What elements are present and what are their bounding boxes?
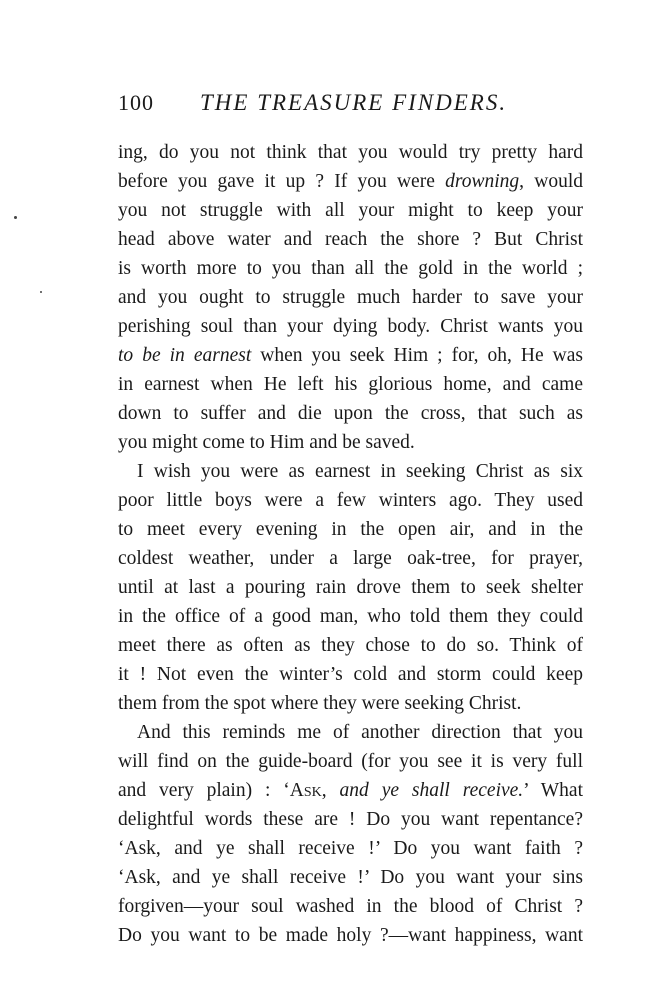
text-line: forgiven—your soul washed in the blood of Christ ? bbox=[118, 896, 583, 917]
text-line: to be in earnest when you seek Him ; for, oh, He was bbox=[118, 345, 583, 366]
text-line: meet there as often as they chose to do so. Think of bbox=[118, 635, 583, 656]
text-line: perishing soul than your dying body. Christ wants you bbox=[118, 316, 583, 337]
ink-speck bbox=[14, 216, 17, 219]
text-line: ‘Ask, and ye shall receive !’ Do you want faith ? bbox=[118, 838, 583, 859]
text-line: to meet every evening in the open air, and in the bbox=[118, 519, 583, 540]
text-line: and very plain) : ‘Ask, and ye shall receive.’ What bbox=[118, 780, 583, 801]
text-line: coldest weather, under a large oak-tree, for prayer, bbox=[118, 548, 583, 569]
text-line: them from the spot where they were seeking Christ. bbox=[118, 693, 522, 714]
text-line: ‘Ask, and ye shall receive !’ Do you want your sins bbox=[118, 867, 583, 888]
text-line: will find on the guide-board (for you see it is very full bbox=[118, 751, 583, 772]
text-line: until at last a pouring rain drove them to seek shelter bbox=[118, 577, 583, 598]
page-number: 100 bbox=[118, 90, 154, 115]
text-line: And this reminds me of another direction that you bbox=[137, 722, 583, 743]
text-line: you might come to Him and be saved. bbox=[118, 432, 415, 453]
text-line: ing, do you not think that you would try pretty hard bbox=[118, 142, 583, 163]
text-line: you not struggle with all your might to keep your bbox=[118, 200, 583, 221]
running-title: THE TREASURE FINDERS. bbox=[200, 90, 508, 115]
text-line: in earnest when He left his glorious home, and came bbox=[118, 374, 583, 395]
text-line: I wish you were as earnest in seeking Christ as six bbox=[137, 461, 583, 482]
page-header bbox=[118, 90, 583, 124]
text-line: delightful words these are ! Do you want repentance? bbox=[118, 809, 583, 830]
text-line: poor little boys were a few winters ago. They used bbox=[118, 490, 583, 511]
text-line: is worth more to you than all the gold in the world ; bbox=[118, 258, 583, 279]
text-line: head above water and reach the shore ? But Christ bbox=[118, 229, 583, 250]
text-line: Do you want to be made holy ?—want happiness, want bbox=[118, 925, 583, 946]
text-line: before you gave it up ? If you were drowning, would bbox=[118, 171, 583, 192]
text-line: in the office of a good man, who told them they could bbox=[118, 606, 583, 627]
ink-speck bbox=[40, 291, 42, 293]
text-line: it ! Not even the winter’s cold and storm could keep bbox=[118, 664, 583, 685]
text-line: and you ought to struggle much harder to save your bbox=[118, 287, 583, 308]
text-line: down to suffer and die upon the cross, that such as bbox=[118, 403, 583, 424]
